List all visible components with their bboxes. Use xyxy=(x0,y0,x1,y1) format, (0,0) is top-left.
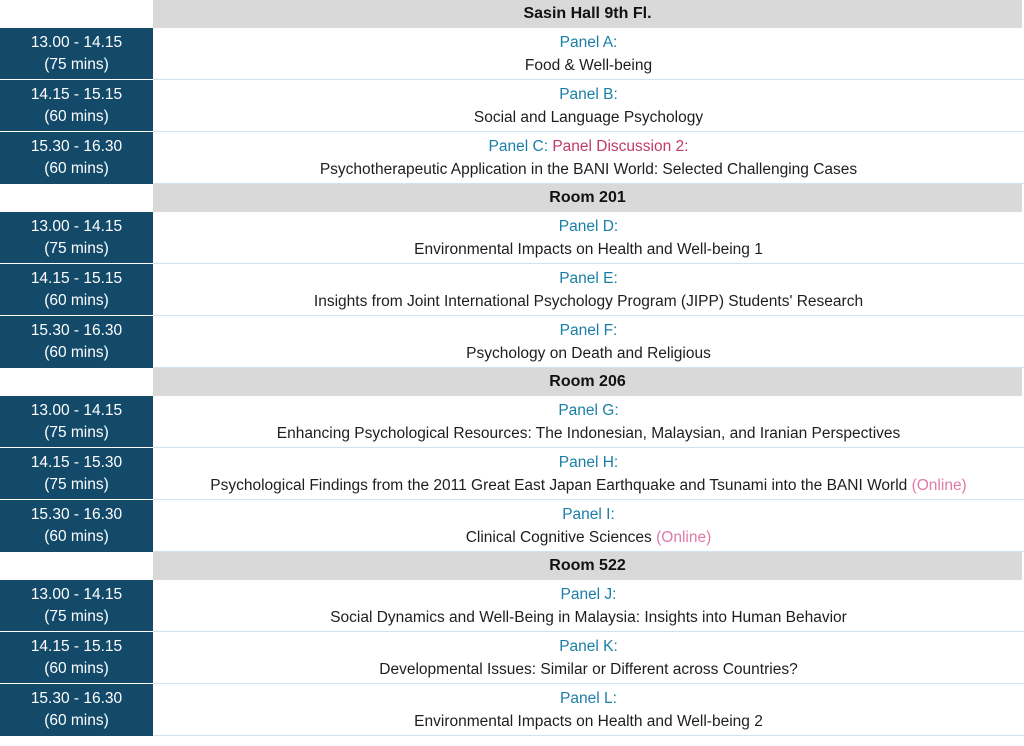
time-range: 14.15 - 15.15 xyxy=(30,270,123,287)
panel-title-line xyxy=(562,503,615,526)
session-row xyxy=(0,132,1024,184)
panel-topic: Clinical Cognitive Sciences xyxy=(465,528,652,546)
room-name: Sasin Hall 9th Fl. xyxy=(153,0,1022,28)
time-range: 14.15 - 15.30 xyxy=(30,454,123,471)
duration: (60 mins) xyxy=(44,660,109,677)
header-spacer xyxy=(0,368,153,396)
topic-line xyxy=(277,422,901,445)
online-tag: (Online) xyxy=(911,476,967,494)
panel-cell xyxy=(153,132,1024,184)
topic-line xyxy=(314,290,863,313)
panel-label: Panel A: xyxy=(559,33,618,51)
panel-cell xyxy=(153,500,1024,552)
time-range: 14.15 - 15.15 xyxy=(30,638,123,655)
session-row xyxy=(0,28,1024,80)
panel-label: Panel J: xyxy=(560,585,617,603)
panel-label: Panel E: xyxy=(559,269,618,287)
panel-cell xyxy=(153,632,1024,684)
topic-line xyxy=(466,526,712,549)
room-header xyxy=(0,368,1024,396)
topic-line xyxy=(474,106,703,129)
panel-discussion-label: Panel Discussion 2: xyxy=(552,137,689,155)
session-row xyxy=(0,448,1024,500)
session-row xyxy=(0,500,1024,552)
topic-line xyxy=(379,658,797,681)
panel-cell xyxy=(153,448,1024,500)
time-range: 13.00 - 14.15 xyxy=(30,402,123,419)
time-range: 13.00 - 14.15 xyxy=(30,586,123,603)
room-name: Room 206 xyxy=(153,368,1022,396)
panel-title-line xyxy=(558,399,618,422)
panel-title-line xyxy=(559,635,618,658)
panel-cell xyxy=(153,684,1024,736)
duration: (75 mins) xyxy=(44,240,109,257)
panel-label: Panel G: xyxy=(558,401,619,419)
topic-line xyxy=(525,54,652,77)
duration: (60 mins) xyxy=(44,528,109,545)
panel-title-line xyxy=(560,687,617,710)
time-cell xyxy=(0,28,153,80)
panel-label: Panel F: xyxy=(559,321,618,339)
panel-label: Panel L: xyxy=(560,689,617,707)
session-row xyxy=(0,212,1024,264)
duration: (75 mins) xyxy=(44,56,109,73)
duration: (75 mins) xyxy=(44,476,109,493)
duration: (75 mins) xyxy=(44,424,109,441)
time-cell xyxy=(0,212,153,264)
time-range: 15.30 - 16.30 xyxy=(30,690,123,707)
header-spacer xyxy=(0,0,153,28)
room-header xyxy=(0,0,1024,28)
time-range: 15.30 - 16.30 xyxy=(30,138,123,155)
room-header xyxy=(0,184,1024,212)
duration: (60 mins) xyxy=(44,108,109,125)
time-cell xyxy=(0,316,153,368)
panel-label: Panel D: xyxy=(558,217,619,235)
panel-topic: Food & Well-being xyxy=(524,56,653,74)
topic-line xyxy=(210,474,966,497)
panel-title-line xyxy=(560,31,618,54)
online-tag: (Online) xyxy=(656,528,712,546)
room-header xyxy=(0,552,1024,580)
panel-cell xyxy=(153,264,1024,316)
session-row xyxy=(0,684,1024,736)
panel-cell xyxy=(153,28,1024,80)
time-range: 13.00 - 14.15 xyxy=(30,218,123,235)
panel-topic: Environmental Impacts on Health and Well-being 1 xyxy=(414,240,763,258)
header-spacer xyxy=(0,184,153,212)
panel-label: Panel C: xyxy=(488,137,548,155)
duration: (60 mins) xyxy=(44,344,109,361)
time-cell xyxy=(0,684,153,736)
time-range: 13.00 - 14.15 xyxy=(30,34,123,51)
panel-topic: Environmental Impacts on Health and Well-being 2 xyxy=(414,712,763,730)
time-cell xyxy=(0,632,153,684)
session-row xyxy=(0,632,1024,684)
session-row xyxy=(0,396,1024,448)
panel-cell xyxy=(153,316,1024,368)
time-cell xyxy=(0,80,153,132)
panel-topic: Enhancing Psychological Resources: The Indonesian, Malaysian, and Iranian Perspectives xyxy=(276,424,901,442)
duration: (60 mins) xyxy=(44,292,109,309)
room-name: Room 522 xyxy=(153,552,1022,580)
session-row xyxy=(0,316,1024,368)
panel-cell xyxy=(153,80,1024,132)
topic-line xyxy=(330,606,847,629)
time-cell xyxy=(0,580,153,632)
topic-line xyxy=(414,238,763,261)
room-name: Room 201 xyxy=(153,184,1022,212)
panel-cell xyxy=(153,212,1024,264)
panel-topic: Developmental Issues: Similar or Different across Countries? xyxy=(379,660,798,678)
time-range: 15.30 - 16.30 xyxy=(30,506,123,523)
panel-topic: Psychological Findings from the 2011 Great East Japan Earthquake and Tsunami into the BANI World xyxy=(210,476,908,494)
panel-topic: Psychotherapeutic Application in the BANI World: Selected Challenging Cases xyxy=(319,160,858,178)
time-cell xyxy=(0,396,153,448)
panel-topic: Insights from Joint International Psychology Program (JIPP) Students' Research xyxy=(313,292,864,310)
panel-label: Panel K: xyxy=(559,637,618,655)
panel-label: Panel I: xyxy=(562,505,615,523)
time-range: 14.15 - 15.15 xyxy=(30,86,123,103)
session-row xyxy=(0,80,1024,132)
panel-title-line xyxy=(560,583,616,606)
panel-topic: Social Dynamics and Well-Being in Malaysia: Insights into Human Behavior xyxy=(330,608,847,626)
panel-label: Panel H: xyxy=(558,453,619,471)
time-cell xyxy=(0,264,153,316)
topic-line xyxy=(414,710,763,733)
panel-title-line xyxy=(559,451,618,474)
panel-title-line xyxy=(559,267,618,290)
session-row xyxy=(0,264,1024,316)
duration: (60 mins) xyxy=(44,712,109,729)
panel-topic: Psychology on Death and Religious xyxy=(466,344,711,362)
session-row xyxy=(0,580,1024,632)
time-cell xyxy=(0,132,153,184)
topic-line xyxy=(466,342,711,365)
time-cell xyxy=(0,448,153,500)
panel-title-line xyxy=(560,319,618,342)
time-range: 15.30 - 16.30 xyxy=(30,322,123,339)
header-spacer xyxy=(0,552,153,580)
panel-title-line xyxy=(559,215,618,238)
panel-title-line xyxy=(489,135,689,158)
topic-line xyxy=(320,158,857,181)
panel-label: Panel B: xyxy=(559,85,618,103)
panel-topic: Social and Language Psychology xyxy=(473,108,704,126)
time-cell xyxy=(0,500,153,552)
duration: (75 mins) xyxy=(44,608,109,625)
panel-cell xyxy=(153,580,1024,632)
panel-cell xyxy=(153,396,1024,448)
duration: (60 mins) xyxy=(44,160,109,177)
panel-title-line xyxy=(559,83,618,106)
